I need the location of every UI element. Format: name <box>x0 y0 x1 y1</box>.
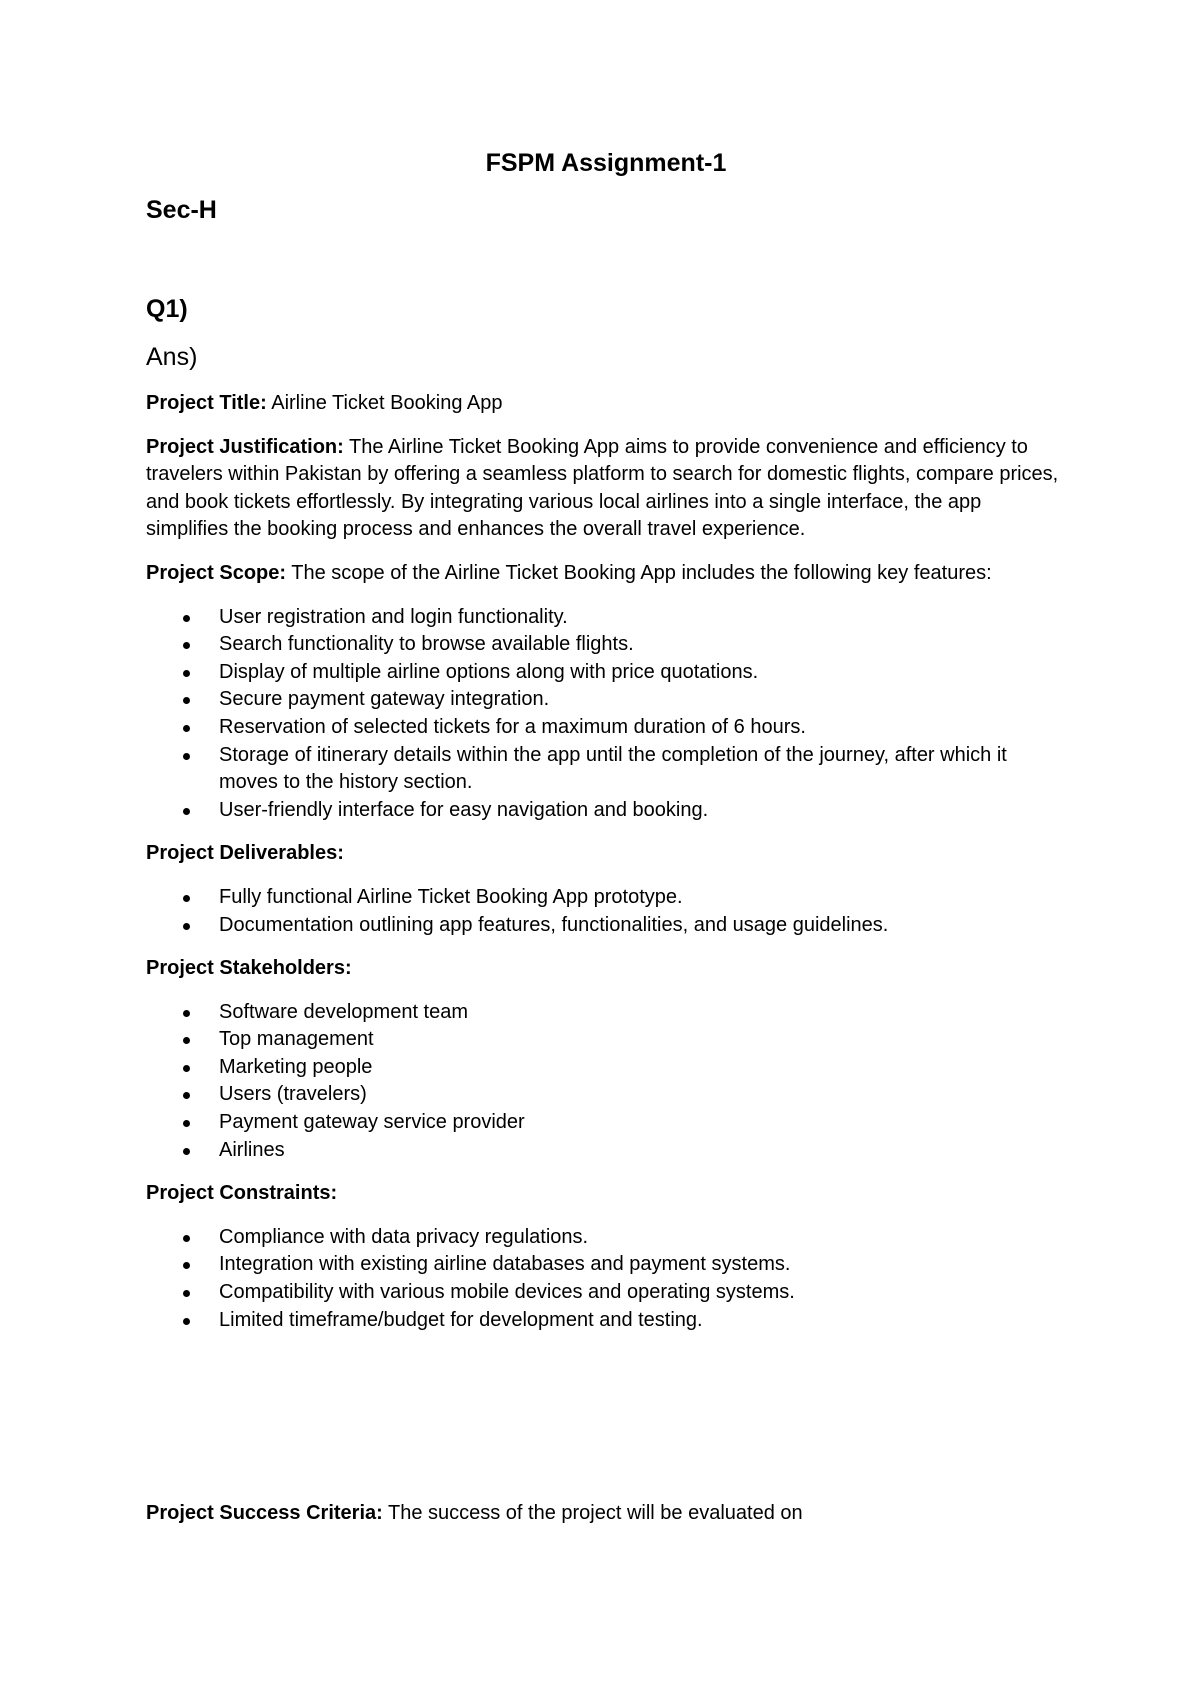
list-item: Storage of itinerary details within the app until the completion of the journey, after which it moves to the history section. <box>146 742 1066 797</box>
list-item: Software development team <box>146 999 1066 1027</box>
answer-label: Ans) <box>146 343 198 371</box>
scope-text: The scope of the Airline Ticket Booking App includes the following key features: <box>286 561 992 584</box>
bullet-icon <box>183 808 190 815</box>
list-item: Reservation of selected tickets for a maximum duration of 6 hours. <box>146 714 1066 742</box>
bullet-icon <box>183 1148 190 1155</box>
list-item: Payment gateway service provider <box>146 1109 1066 1137</box>
bullet-icon <box>183 1318 190 1325</box>
bullet-icon <box>183 1037 190 1044</box>
deliverables-list <box>146 884 1066 939</box>
list-item: Users (travelers) <box>146 1081 1066 1109</box>
section-heading: Sec-H <box>146 196 217 224</box>
document-title: FSPM Assignment-1 <box>485 149 727 177</box>
bullet-icon <box>183 1010 190 1017</box>
list-item: Display of multiple airline options along with price quotations. <box>146 659 1066 687</box>
list-item: Search functionality to browse available flights. <box>146 631 1066 659</box>
list-item: User registration and login functionality. <box>146 604 1066 632</box>
question-heading: Q1) <box>146 295 188 323</box>
constraints-list <box>146 1224 1066 1334</box>
list-item: Top management <box>146 1026 1066 1054</box>
justification-text: The Airline Ticket Booking App aims to provide convenience and efficiency to travelers within Pakistan by offering a seamless platform to search for domestic flights, compare prices, and book tickets effortlessly. By integrating various local airlines into a single interface, the app simplifies the booking process and enhances the overall travel experience. <box>146 435 1059 541</box>
answer-body <box>146 390 1066 1350</box>
bullet-icon <box>183 895 190 902</box>
project-title-text: Airline Ticket Booking App <box>266 392 503 414</box>
deliverables-heading-paragraph <box>146 840 1066 868</box>
list-item: Compliance with data privacy regulations. <box>146 1224 1066 1252</box>
bullet-icon <box>183 1290 190 1297</box>
bullet-icon <box>183 753 190 760</box>
bullet-icon <box>183 1262 190 1269</box>
bullet-icon <box>183 670 190 677</box>
list-item: Secure payment gateway integration. <box>146 686 1066 714</box>
scope-paragraph <box>146 560 1066 588</box>
constraints-label: Project Constraints: <box>146 1182 338 1205</box>
bullet-icon <box>183 1235 190 1242</box>
list-item: Fully functional Airline Ticket Booking App prototype. <box>146 884 1066 912</box>
scope-list <box>146 604 1066 825</box>
list-item: Airlines <box>146 1137 1066 1165</box>
bullet-icon <box>183 1065 190 1072</box>
document-page <box>146 0 1066 1696</box>
list-item: Compatibility with various mobile devices and operating systems. <box>146 1279 1066 1307</box>
list-item: Documentation outlining app features, functionalities, and usage guidelines. <box>146 912 1066 940</box>
scope-label: Project Scope: <box>146 561 287 584</box>
list-item: User-friendly interface for easy navigation and booking. <box>146 797 1066 825</box>
bullet-icon <box>183 1120 190 1127</box>
bullet-icon <box>183 725 190 732</box>
list-item: Marketing people <box>146 1054 1066 1082</box>
bullet-icon <box>183 615 190 622</box>
success-criteria-label: Project Success Criteria: <box>146 1502 383 1524</box>
constraints-heading-paragraph <box>146 1180 1066 1208</box>
bullet-icon <box>183 1092 190 1099</box>
justification-label: Project Justification: <box>146 435 344 458</box>
stakeholders-label: Project Stakeholders: <box>146 957 352 980</box>
deliverables-label: Project Deliverables: <box>146 842 344 865</box>
stakeholders-list <box>146 999 1066 1165</box>
bullet-icon <box>183 642 190 649</box>
success-criteria-paragraph <box>146 1500 1066 1528</box>
list-item: Integration with existing airline databases and payment systems. <box>146 1251 1066 1279</box>
bullet-icon <box>183 923 190 930</box>
justification-paragraph <box>146 434 1066 544</box>
stakeholders-heading-paragraph <box>146 955 1066 983</box>
list-item: Limited timeframe/budget for development and testing. <box>146 1307 1066 1335</box>
project-title-label: Project Title: <box>146 392 267 414</box>
bullet-icon <box>183 697 190 704</box>
success-criteria-text: The success of the project will be evaluated on <box>382 1502 803 1524</box>
project-title-paragraph <box>146 390 1066 418</box>
